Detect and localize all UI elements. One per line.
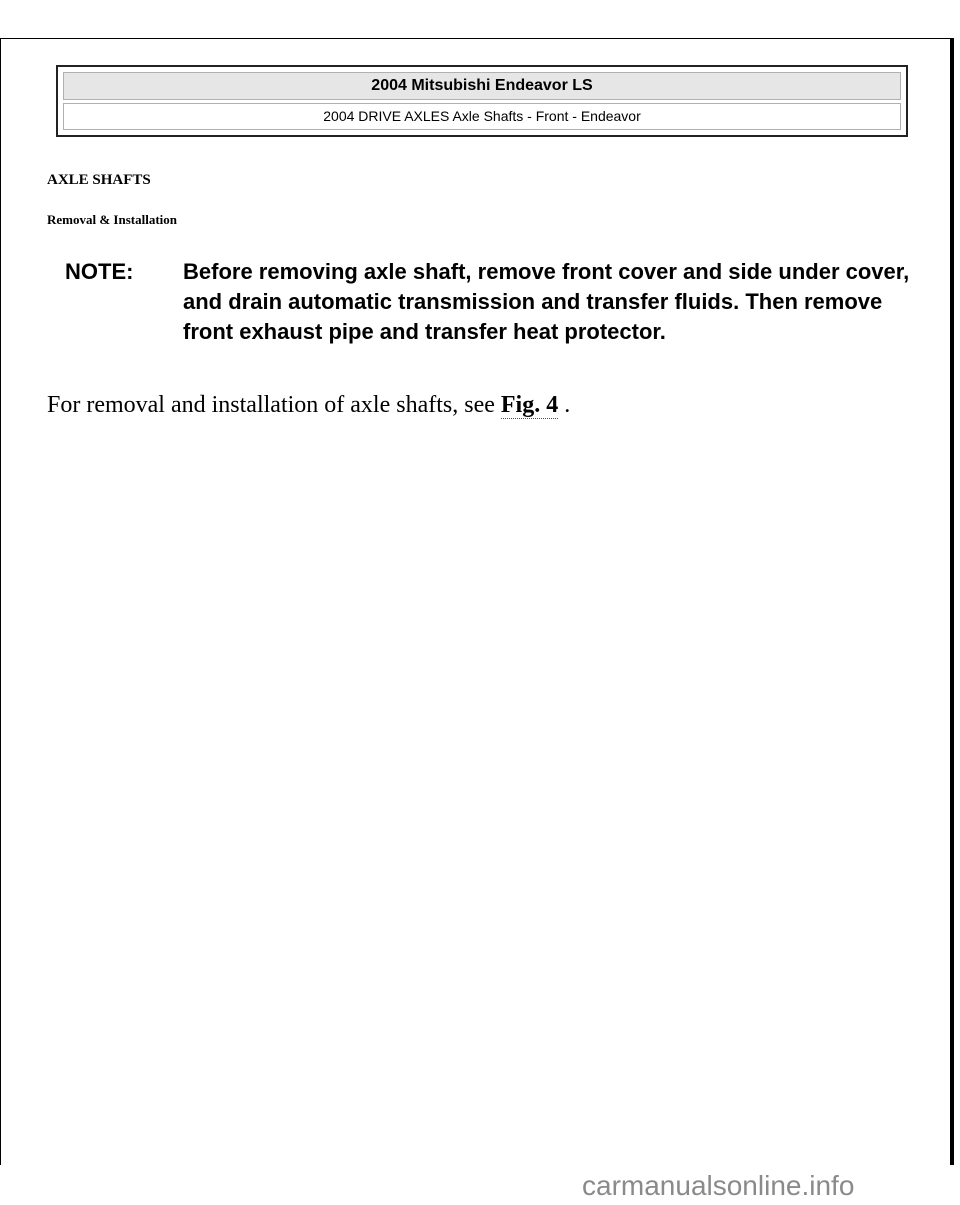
document-header — [56, 65, 908, 137]
note-text: Before removing axle shaft, remove front cover and side under cover, and drain automatic transmission and transfer fluids. Then remove front exhaust pipe and transfer heat protector. — [183, 259, 910, 344]
body-text-prefix: For removal and installation of axle shafts, see — [47, 392, 501, 418]
figure-link[interactable]: Fig. 4 — [500, 392, 559, 418]
header-vehicle-title: 2004 Mitsubishi Endeavor LS — [63, 72, 901, 100]
header-subtitle: 2004 DRIVE AXLES Axle Shafts - Front - Endeavor — [63, 103, 901, 130]
subsection-title: Removal & Installation — [47, 212, 177, 227]
body-paragraph — [47, 392, 570, 419]
watermark: carmanualsonline.info — [582, 1170, 855, 1201]
section-title: AXLE SHAFTS — [47, 172, 151, 188]
note-label: NOTE: — [65, 259, 134, 284]
page-frame — [0, 38, 954, 1165]
body-text-suffix: . — [558, 392, 571, 418]
